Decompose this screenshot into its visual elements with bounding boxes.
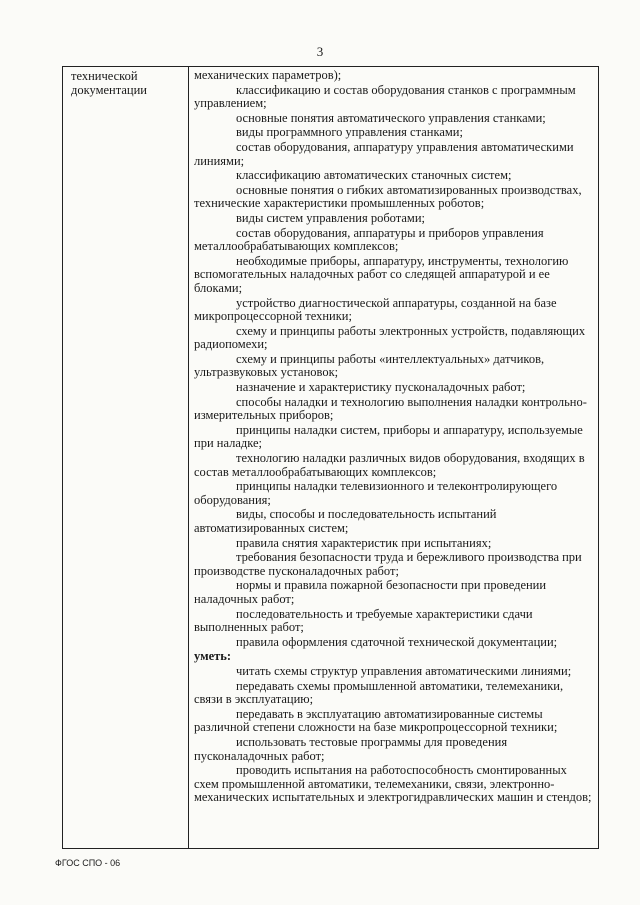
list-paragraph: состав оборудования, аппаратуру управления автоматическими линиями;	[194, 139, 574, 168]
list-paragraph: требования безопасности труда и бережливого производства при производстве пусконаладочных работ;	[194, 550, 582, 578]
list-paragraph: передавать схемы промышленной автоматики, телемеханики, связи в эксплуатацию;	[194, 678, 564, 707]
list-paragraph: виды, способы и последовательность испытаний автоматизированных систем;	[194, 507, 497, 535]
list-paragraph: способы наладки и технологию выполнения наладки контрольно-измерительных приборов;	[194, 394, 587, 423]
list-paragraph: основные понятия автоматического управления станками;	[236, 110, 546, 125]
left-column-line: технической	[71, 69, 138, 83]
list-paragraph: использовать тестовые программы для проведения пусконаладочных работ;	[194, 734, 508, 763]
section-heading: уметь:	[194, 649, 232, 664]
footer-code: ФГОС СПО - 06	[55, 858, 121, 868]
list-paragraph: читать схемы структур управления автоматическими линиями;	[236, 663, 572, 678]
content-table	[62, 66, 599, 849]
left-column	[63, 67, 189, 848]
list-paragraph: классификацию автоматических станочных систем;	[236, 168, 512, 183]
list-paragraph: схему и принципы работы «интеллектуальных» датчиков, ультразвуковых установок;	[194, 351, 545, 380]
list-paragraph: нормы и правила пожарной безопасности при проведении наладочных работ;	[194, 578, 547, 606]
list-paragraph: технологию наладки различных видов оборудования, входящих в состав металлообрабатывающих комплексов;	[194, 451, 585, 479]
list-paragraph: основные понятия о гибких автоматизированных производствах, технические характеристики промышленных роботов;	[194, 182, 582, 211]
right-column	[190, 67, 598, 848]
list-paragraph: принципы наладки систем, приборы и аппаратуру, используемые при наладке;	[194, 422, 583, 451]
list-paragraph: правила снятия характеристик при испытаниях;	[236, 535, 492, 550]
list-paragraph: состав оборудования, аппаратуры и приборов управления металлообрабатывающих комплексов;	[194, 225, 544, 254]
list-paragraph: принципы наладки телевизионного и телеконтролирующего оборудования;	[194, 479, 558, 507]
list-paragraph: последовательность и требуемые характеристики сдачи выполненных работ;	[194, 606, 533, 635]
list-paragraph: схему и принципы работы электронных устройств, подавляющих радиопомехи;	[194, 323, 586, 352]
left-column-line: документации	[71, 83, 147, 97]
list-paragraph: назначение и характеристику пусконаладочных работ;	[236, 380, 526, 395]
list-paragraph: виды программного управления станками;	[236, 125, 463, 140]
list-paragraph: необходимые приборы, аппаратуру, инструменты, технологию вспомогательных наладочных работ со следящей аппаратурой и ее блоками;	[194, 253, 569, 295]
list-paragraph: устройство диагностической аппаратуры, созданной на базе микропроцессорной техники;	[194, 295, 557, 324]
list-paragraph: передавать в эксплуатацию автоматизированные системы различной степени сложности на базе микропроцессорной техники;	[194, 706, 558, 735]
page-number: 3	[316, 44, 324, 59]
list-paragraph: проводить испытания на работоспособность смонтированных схем промышленной автоматики, телемеханики, связи, электронно-механических испытательных и электрогидравлических машин и стендов;	[194, 763, 592, 805]
list-paragraph: классификацию и состав оборудования станков с программным управлением;	[194, 82, 576, 111]
list-paragraph: механических параметров);	[194, 68, 342, 82]
list-paragraph: виды систем управления роботами;	[236, 210, 426, 225]
list-paragraph: правила оформления сдаточной технической документации;	[236, 634, 558, 649]
